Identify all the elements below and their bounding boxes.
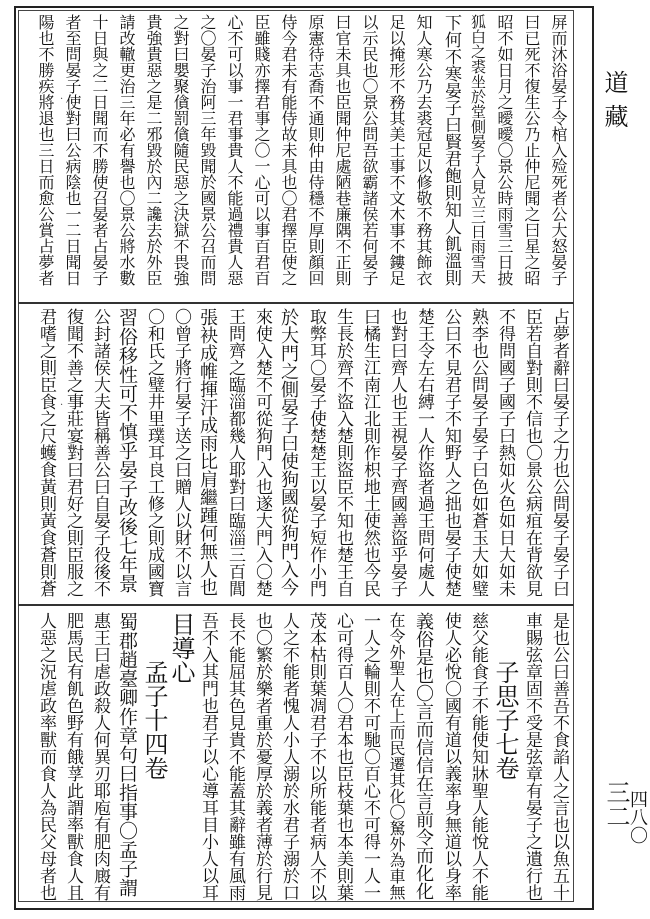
text-column: 也對曰齊人也王視晏子齊國善盜乎晏子 — [387, 308, 407, 597]
text-column: 茂本枯則葉凋君子不以所能者病人不以 — [306, 612, 326, 901]
text-column: 〇曾子將行晏子送之曰贈人以財不以言 — [171, 308, 191, 597]
text-column: 取弊耳〇晏子使楚楚王以晏子短作小門 — [306, 308, 326, 597]
text-column: 惠王曰虐政殺人何異刃耶庖有肥肉廄有 — [90, 612, 110, 901]
text-column: 者至問晏子使對曰公病陰也一二日聞日 — [63, 14, 82, 286]
text-column: 長不能屈其色見貴不能蓋其辭雖有風雨 — [225, 612, 245, 901]
text-column: 知人寒公乃去裘冠足以修敬不務其飾衣 — [414, 14, 433, 286]
text-column: 公曰不見君子不知野人之拙也晏子使楚 — [441, 308, 461, 597]
text-column: 張袂成帷揮汗成雨比肩繼踵何無人也 — [197, 308, 218, 596]
text-column: 心可得百人〇君本也臣枝葉也本美則葉 — [333, 612, 353, 901]
text-column: 慈父能食子不能使知牀聖人能悅人不能 — [468, 612, 488, 901]
section-divider — [18, 604, 574, 606]
text-column: 車賜弦章固不受是弦章有晏子之遺行也 — [522, 612, 542, 901]
text-column: 曰橘生江南江北則作枳地土使然也今民 — [360, 308, 380, 597]
text-column: 子思子七卷 — [491, 612, 519, 780]
text-column: 侍今君未有能侍故未具也〇君擇臣使之 — [279, 14, 298, 286]
section-divider — [18, 302, 574, 304]
text-column: 〇和氏之璧井里璞耳良工修之則成國寶 — [144, 308, 164, 597]
text-column: 下何不寒晏子曰賢君飽則知人飢溫則 — [441, 14, 461, 286]
text-column: 之〇晏子治阿三年毀聞於國景公召而問 — [198, 14, 217, 286]
text-column: 王問齊之臨淄都幾人耶對曰臨淄三百閭 — [225, 308, 245, 597]
text-column: 復聞不善之事莊宴對曰君好之則臣服之 — [63, 308, 83, 597]
text-column: 肥馬民有飢色野有餓莩此謂率獸食人且 — [63, 612, 83, 901]
text-column: 臣雖賤亦擇君事之〇一心可以事百君百 — [252, 14, 271, 286]
text-column: 十日與之二日聞而不勝使召晏者占晏子 — [90, 14, 109, 286]
page-mark: · — [60, 94, 64, 105]
text-column: 貴強貴惡之是二邪毀於內二讒去於外臣 — [144, 14, 163, 286]
page-mark: · — [60, 400, 64, 411]
text-column: 曰官未具也臣聞仲尼處陋巷廉隅不正則 — [333, 14, 352, 286]
text-column: 習俗移性可不慎乎晏子改後七年景 — [116, 308, 138, 593]
text-column: 人惡之況虐政率獸而食人為民父母者也 — [36, 612, 56, 901]
text-column: 楚王令左右縛一人作盜者過王問何處人 — [414, 308, 434, 597]
text-column: 目導心 — [167, 612, 195, 684]
text-column: 君嗜之則臣食之尺蠖食黃則黃食蒼則蒼 — [36, 308, 56, 597]
text-column: 吾不入其門也君子以心導耳目小人以耳 — [198, 612, 218, 901]
text-column: 臣若自對則不信也〇景公病疽在背欲見 — [522, 308, 542, 597]
text-column: 心不可以事一君事貴人不能過禮貴人惡 — [225, 14, 244, 286]
text-column: 來使入楚不可從狗門入也遂大門入〇楚 — [252, 308, 272, 597]
text-column: 屏而沐浴晏子令棺入殓死者公大怒晏子 — [549, 14, 568, 286]
text-column: 狐白之裘坐於堂側晏子入見立三日雨雪天 — [469, 14, 487, 284]
text-column: 一人之輪則不可馳〇百心不可得一人一 — [360, 612, 380, 901]
page-number: 四八〇 — [627, 790, 648, 844]
text-column: 也〇繁於樂者重於憂厚於義者薄於行見 — [252, 612, 272, 901]
collection-title: 道藏 — [600, 70, 628, 138]
text-column: 人之不能者愧人小人溺於水君子溺於口 — [279, 612, 299, 901]
text-column: 在令外聖人在上而民遷其化〇駑外為車無 — [387, 612, 406, 900]
text-column: 以示民也〇景公問吾欲霸諸侯若何晏子 — [360, 14, 379, 286]
text-column: 昭不如日月之曖曖〇景公時雨雪三日披 — [495, 14, 514, 286]
text-column: 是也公曰善吾不食諂人之言也以魚五十 — [549, 612, 569, 901]
text-column: 足以掩形不務其美士事不文木事不鏤足 — [387, 14, 406, 286]
text-column: 請改轍更治三年必有譽也〇景公將水數 — [117, 14, 136, 286]
volume-number: 三二 — [602, 780, 630, 828]
text-column: 蜀郡趙臺卿作章句曰指事〇孟子謂 — [116, 612, 138, 897]
text-column: 公封諸侯大夫皆稱善公曰自晏子役後不 — [90, 308, 110, 597]
text-column: 於大門之側晏子曰使狗國從狗門入今 — [278, 308, 299, 596]
text-column: 生長於齊不盜入楚則盜臣不知也楚王自 — [333, 308, 353, 597]
text-column: 陽也不勝疾將退也三日而愈公賞占夢者 — [36, 14, 55, 286]
text-column: 占夢者辭曰晏子之力也公問晏子晏子曰 — [549, 308, 569, 597]
text-column: 孟子十四卷 — [140, 612, 168, 780]
text-column: 義俗是也〇言而信信在言前令而化化 — [413, 612, 434, 900]
text-column: 曰已死不復生公乃止仲尼聞之曰星之昭 — [522, 14, 541, 286]
text-column: 原憲待志喬不通則仲由侍穩不厚則顏回 — [306, 14, 325, 286]
text-column: 熟李也公問晏子晏子曰色如蒼玉大如璧 — [468, 308, 488, 597]
text-column: 之對曰嬰聚僋罰僋隨民惡之決獄不畏強 — [171, 14, 190, 286]
text-column: 使人必悅〇國有道以義率身無道以身率 — [441, 612, 461, 901]
text-column: 不得問國子國子曰熱如火色如日大如未 — [495, 308, 515, 597]
